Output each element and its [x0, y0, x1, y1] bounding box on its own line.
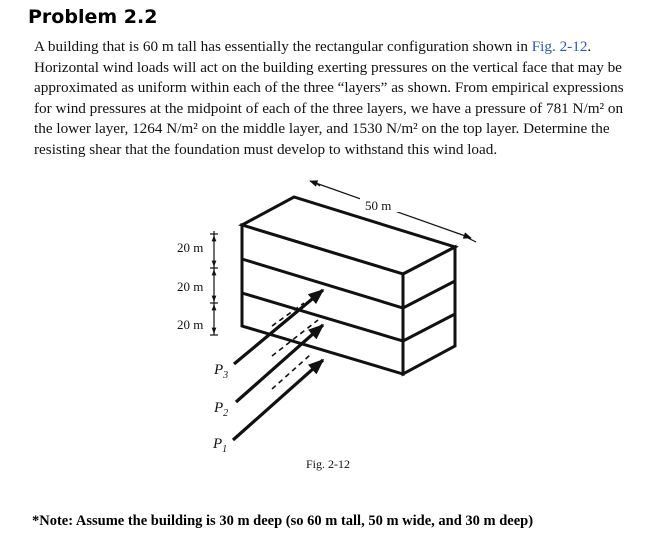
- problem-line-6: resisting shear that the foundation must develop to withstand this wind load.: [34, 140, 498, 158]
- figure-caption: Fig. 2-12: [306, 457, 351, 471]
- height-dimension: [210, 231, 218, 335]
- problem-line-3: approximated as uniform within each of the three “layers” as shown. From empirical expressions: [34, 79, 624, 97]
- building-box: [242, 197, 455, 374]
- problem-line-1-text: A building that is 60 m tall has essentially the rectangular configuration shown in: [34, 38, 532, 55]
- wind-arrow-p1: [233, 360, 323, 440]
- problem-line-4: for wind pressures at the midpoint of each of the three layers, we have a pressure of 781 N/m² on: [34, 99, 624, 117]
- problem-title: Problem 2.2: [28, 6, 158, 28]
- layer-height-label-middle: 20 m: [177, 279, 204, 294]
- pressure-label-p2: $P_2$: [214, 400, 229, 419]
- assumption-note: *Note: Assume the building is 30 m deep (so 60 m tall, 50 m wide, and 30 m deep): [32, 513, 534, 529]
- figure-reference-link[interactable]: Fig. 2-12: [531, 38, 588, 55]
- problem-line-5: the lower layer, 1264 N/m² on the middle layer, and 1530 N/m² on the top layer. Determine the: [34, 120, 610, 138]
- width-label: 50 m: [365, 198, 392, 213]
- layer-height-label-bottom: 20 m: [177, 317, 204, 332]
- problem-line-1-end: .: [587, 38, 592, 55]
- problem-line-2: Horizontal wind loads will act on the building exerting pressures on the vertical face that may be: [34, 58, 622, 76]
- pressure-label-p3: $P_3$: [214, 362, 229, 381]
- layer-height-label-top: 20 m: [177, 240, 204, 255]
- pressure-label-p1: $P_1$: [213, 436, 228, 455]
